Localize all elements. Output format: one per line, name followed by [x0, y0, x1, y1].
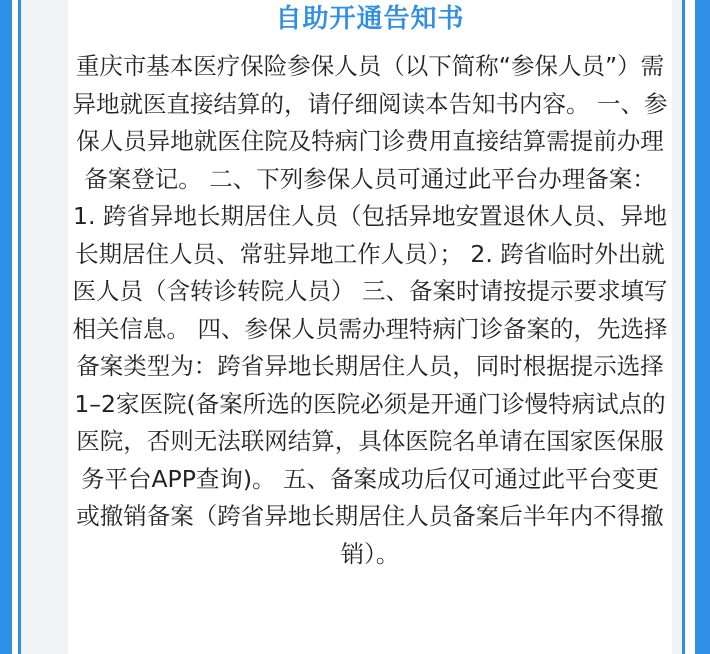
- page-border: [18, 0, 685, 654]
- notice-body: 重庆市基本医疗保险参保人员（以下简称“参保人员”）需异地就医直接结算的，请仔细阅读本告知书内容。 一、参保人员异地就医住院及特病门诊费用直接结算需提前办理备案登记。 二、下列参保人员可通过此平台办理备案： 1. 跨省异地长期居住人员（包括异地安置退休人员、异地长期居住人员、常驻异地工作人员）； 2. 跨省临时外出就医人员（含转诊转院人员） 三、备案时请按提示要求填写相关信息。 四、参保人员需办理特病门诊备案的，先选择备案类型为：跨省异地长期居住人员，同时根据提示选择1–2家医院(备案所选的医院必须是开通门诊慢特病试点的医院，否则无法联网结算，具体医院名单请在国家医保服务平台APP查询)。 五、备案成功后仅可通过此平台变更或撤销备案（跨省异地长期居住人员备案后半年内不得撤销）。: [72, 52, 668, 568]
- notice-title: 自助开通告知书: [275, 4, 465, 34]
- page-frame: [12, 0, 695, 654]
- notice-card: [68, 0, 672, 654]
